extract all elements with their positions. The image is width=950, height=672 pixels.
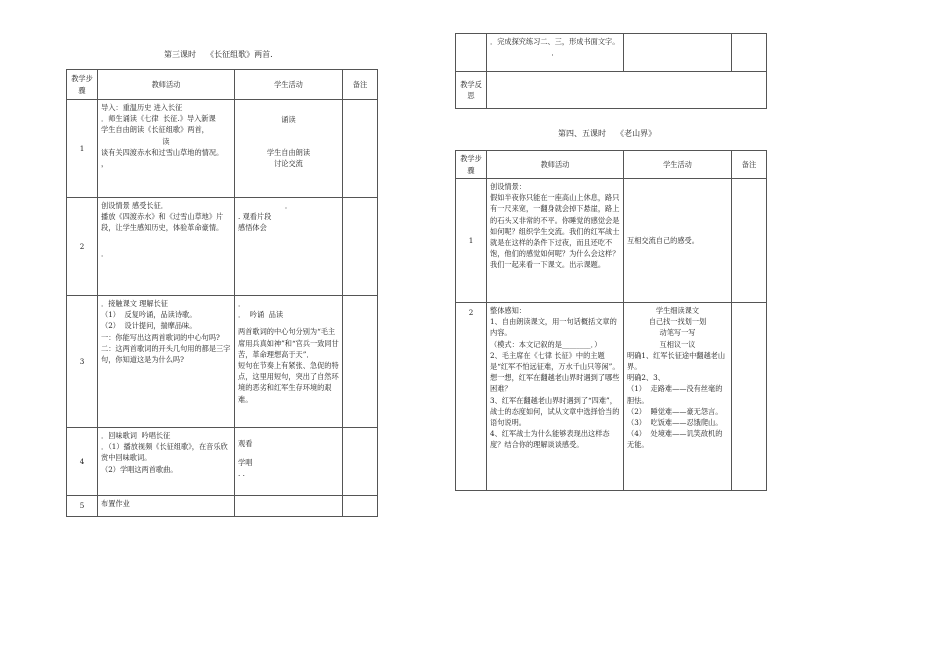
step-number: 1: [456, 179, 487, 303]
notes-cell: [732, 34, 767, 72]
notes-cell: [732, 303, 767, 491]
lesson3-table: [66, 69, 378, 517]
notes-cell: [343, 428, 378, 496]
teacher-activity: 创设情景： 假如半夜你只能在一座高山上休息，路只有一尺来宽，一翻身就会掉下悬崖，路上的石头又非常的不平。你睡觉的感觉会是如何呢？组织学生交流。我们的红军战士就是在这样的条件下过夜，而且还吃不饱，他们的感觉如何呢？为什么会这样？我们一起来看一下课文。出示课题。: [487, 179, 624, 303]
notes-cell: [343, 198, 378, 296]
lesson45-table: [455, 150, 767, 491]
header-notes: 备注: [343, 70, 378, 100]
step-number: 2: [67, 198, 98, 296]
notes-cell: [343, 496, 378, 517]
step-number: 5: [67, 496, 98, 517]
student-activity: ． ． 吟诵 品读 两首歌词的中心句分别为“毛主席用兵真如神”和“官兵一致同甘苦，革命理想高于天”． 短句在节奏上有紧张、急促的特点，这里用短句，突出了自然环境的恶劣和红军生存环境的艰难。: [235, 296, 343, 428]
student-activity: [235, 496, 343, 517]
reflection-label: 教学反思: [456, 72, 487, 109]
header-teacher: 教师活动: [487, 151, 624, 179]
student-activity: 诵读 学生自由朗读 讨论交流: [235, 100, 343, 198]
teacher-activity: 整体感知： 1、自由朗读课文，用一句话概括文章的内容。 （模式：本文记叙的是________．） 2、毛主席在《七律 长征》中的主题是“红军不怕远征难，万水千山只等闲”。想一想，红军在翻越老山界时遇到了哪些困难？ 3、红军在翻越老山界时遇到了“四难”，战士的态度如何，试从文章中选择恰当的语句说明。 4、红军战士为什么能够表现出这样态度？结合你的理解谈谈感受。: [487, 303, 624, 491]
teacher-activity: 创设情景 感受长征． 播放《四渡赤水》和《过雪山草地》片段，让学生感知历史，体验革命豪情。 ．: [98, 198, 235, 296]
lesson3-title: 第三课时 《长征组歌》两首.: [164, 50, 273, 59]
student-activity: [624, 34, 732, 72]
student-activity: ． . 观看片段 感悟体会: [235, 198, 343, 296]
step-number: [456, 34, 487, 72]
teacher-activity: ．接触课文 理解长征 （1） 反复吟诵，品读诗歌。 （2） 设计提问，揣摩品味。 一：你能写出这两首歌词的中心句吗? 二：这两首歌词的开头几句用的都是三字句，你知道这是为什么吗?: [98, 296, 235, 428]
teacher-activity: 布置作业: [98, 496, 235, 517]
student-activity: 观看 学唱 . .: [235, 428, 343, 496]
header-notes: 备注: [732, 151, 767, 179]
step-number: 3: [67, 296, 98, 428]
step-number: 2: [456, 303, 487, 491]
teacher-activity: ．完成探究练习二、三，形成书面文字。 ．: [487, 34, 624, 72]
teacher-activity: 导入：重温历史 进入长征 ．师生诵读《七律 长征.》导入新课 学生自由朗读《长征组歌》两首， 读 谈有关四渡赤水和过雪山草地的情况。 ，: [98, 100, 235, 198]
header-teacher: 教师活动: [98, 70, 235, 100]
student-activity: 互相交流自己的感受。: [624, 179, 732, 303]
header-student: 学生活动: [624, 151, 732, 179]
lesson45-title: 第四、五课时 《老山界》: [558, 129, 657, 138]
notes-cell: [732, 179, 767, 303]
lesson3-continuation-table: [455, 33, 767, 109]
student-activity: 学生细读课文 自己找一找划一划 动笔写一写 互相议一议 明确1、红军长征途中翻越老山界。 明确2、3、 （1） 走路难——没有丝毫的胆怯。 （2） 睡觉难——豪无怨言。 （3） 吃饭难——忍饿爬山。 （4） 处境难——讥笑敌机的无能。: [624, 303, 732, 491]
header-step: 教学步骤: [456, 151, 487, 179]
header-student: 学生活动: [235, 70, 343, 100]
header-step: 教学步骤: [67, 70, 98, 100]
step-number: 4: [67, 428, 98, 496]
teacher-activity: ．回味歌词 吟唱长征 ．（1）播放视频《长征组歌》，在音乐欣赏中回味歌词。 （2）学唱这两首歌曲。: [98, 428, 235, 496]
step-number: 1: [67, 100, 98, 198]
reflection-content: [487, 72, 767, 109]
notes-cell: [343, 296, 378, 428]
notes-cell: [343, 100, 378, 198]
